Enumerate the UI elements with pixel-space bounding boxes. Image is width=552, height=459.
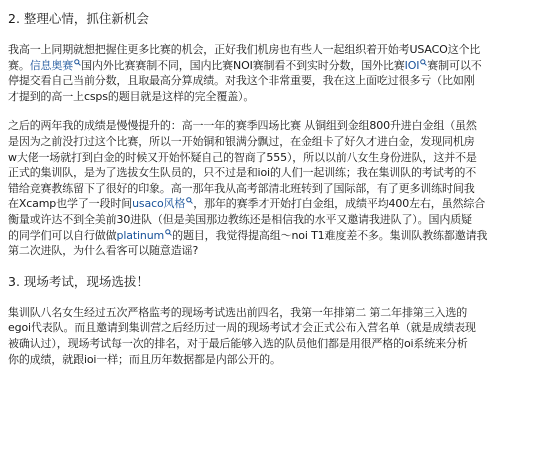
text-line: 我高一上同期就想把握住更多比赛的机会，正好我们机房也有些人一起组织着开始考USACO这个比 (8, 43, 481, 56)
text-line: 之后的两年我的成绩是慢慢提升的：高一一年的赛季四场比赛 从铜组到金组800升进白金组（虽然 (8, 119, 477, 133)
section-2-heading: 2. 整理心情，抓住新机会 (8, 11, 149, 26)
text-line: 在Xcamp也学了一段时间usaco风格 ，那年的赛季才开始打白金组，成绩平均400左右，虽然综合 (8, 197, 486, 211)
link-usaco-style[interactable]: usaco风格 (132, 197, 193, 210)
text-line: 集训队八名女生经过五次严格监考的现场考试选出前四名，我第一年排第二 第二年排第三入选的 (8, 305, 468, 319)
paragraph-onsite-exam (8, 305, 544, 367)
text-line: 赛。信息奥赛 国内外比赛赛制不同，国内比赛NOI赛制看不到实时分数，国外比赛IOI 赛制可以不 (8, 58, 482, 72)
paragraph-usaco-intro (8, 42, 544, 104)
text-line: 被确认过），现场考试每一次的排名，对于最后能够入选的队员他们都是用很严格的oi系统来分析 (8, 336, 468, 350)
text-line: 错给竞赛教练留下了很好的印象。高一那年我从高考部清北班转到了国际部，有了更多训练时间我 (8, 181, 475, 195)
text-line: 衡量或许达不到全美前30进队（但是美国那边教练还是相信我的水平又邀请我进队了）。国内质疑 (8, 212, 472, 226)
section-3-heading: 3. 现场考试，现场选拔！ (8, 273, 149, 289)
text-line: 停提交看自己当前分数，且取最高分算成绩。对我这个非常重要，我在这上面吃过很多亏（比如刚 (8, 74, 475, 88)
link-ioi[interactable]: IOI (405, 59, 428, 72)
text-line: 的同学们可以自行做做platinum 的题目，我觉得提高组～noi T1难度差不多。集训队教练都邀请我 (8, 228, 488, 242)
text-line: egoi代表队。而且邀请到集训营之后经历过一周的现场考试才会正式公布入营名单（就是成绩表现 (8, 321, 476, 335)
link-platinum[interactable]: platinum (117, 229, 173, 242)
paragraph-progress (8, 118, 544, 258)
text-line: 正式的集训队，是为了选拔女生队员的，只不过是和ioi的人们一起训练；我在集训队的考试考的不 (8, 166, 477, 180)
text-line: 第二次进队，为什么看客可以随意造谣? (8, 244, 199, 258)
text-line: w大佬一场就打到白金的时候又开始怀疑自己的智商了555），所以以前八女生身份进队，这并不是 (8, 150, 477, 164)
text-line: 才提到的高一上csps的题目就是这样的完全覆盖）。 (8, 89, 255, 103)
text-line: 你的成绩，就跟ioi一样；而且历年数据都是内部公开的。 (8, 352, 281, 366)
text-line: 是因为之前没打过这个比赛，所以一开始铜和银满分飘过，在金组卡了好久才进白金，发现同机房 (8, 134, 475, 148)
link-informatics-olympiad[interactable]: 信息奥赛 (30, 59, 81, 72)
